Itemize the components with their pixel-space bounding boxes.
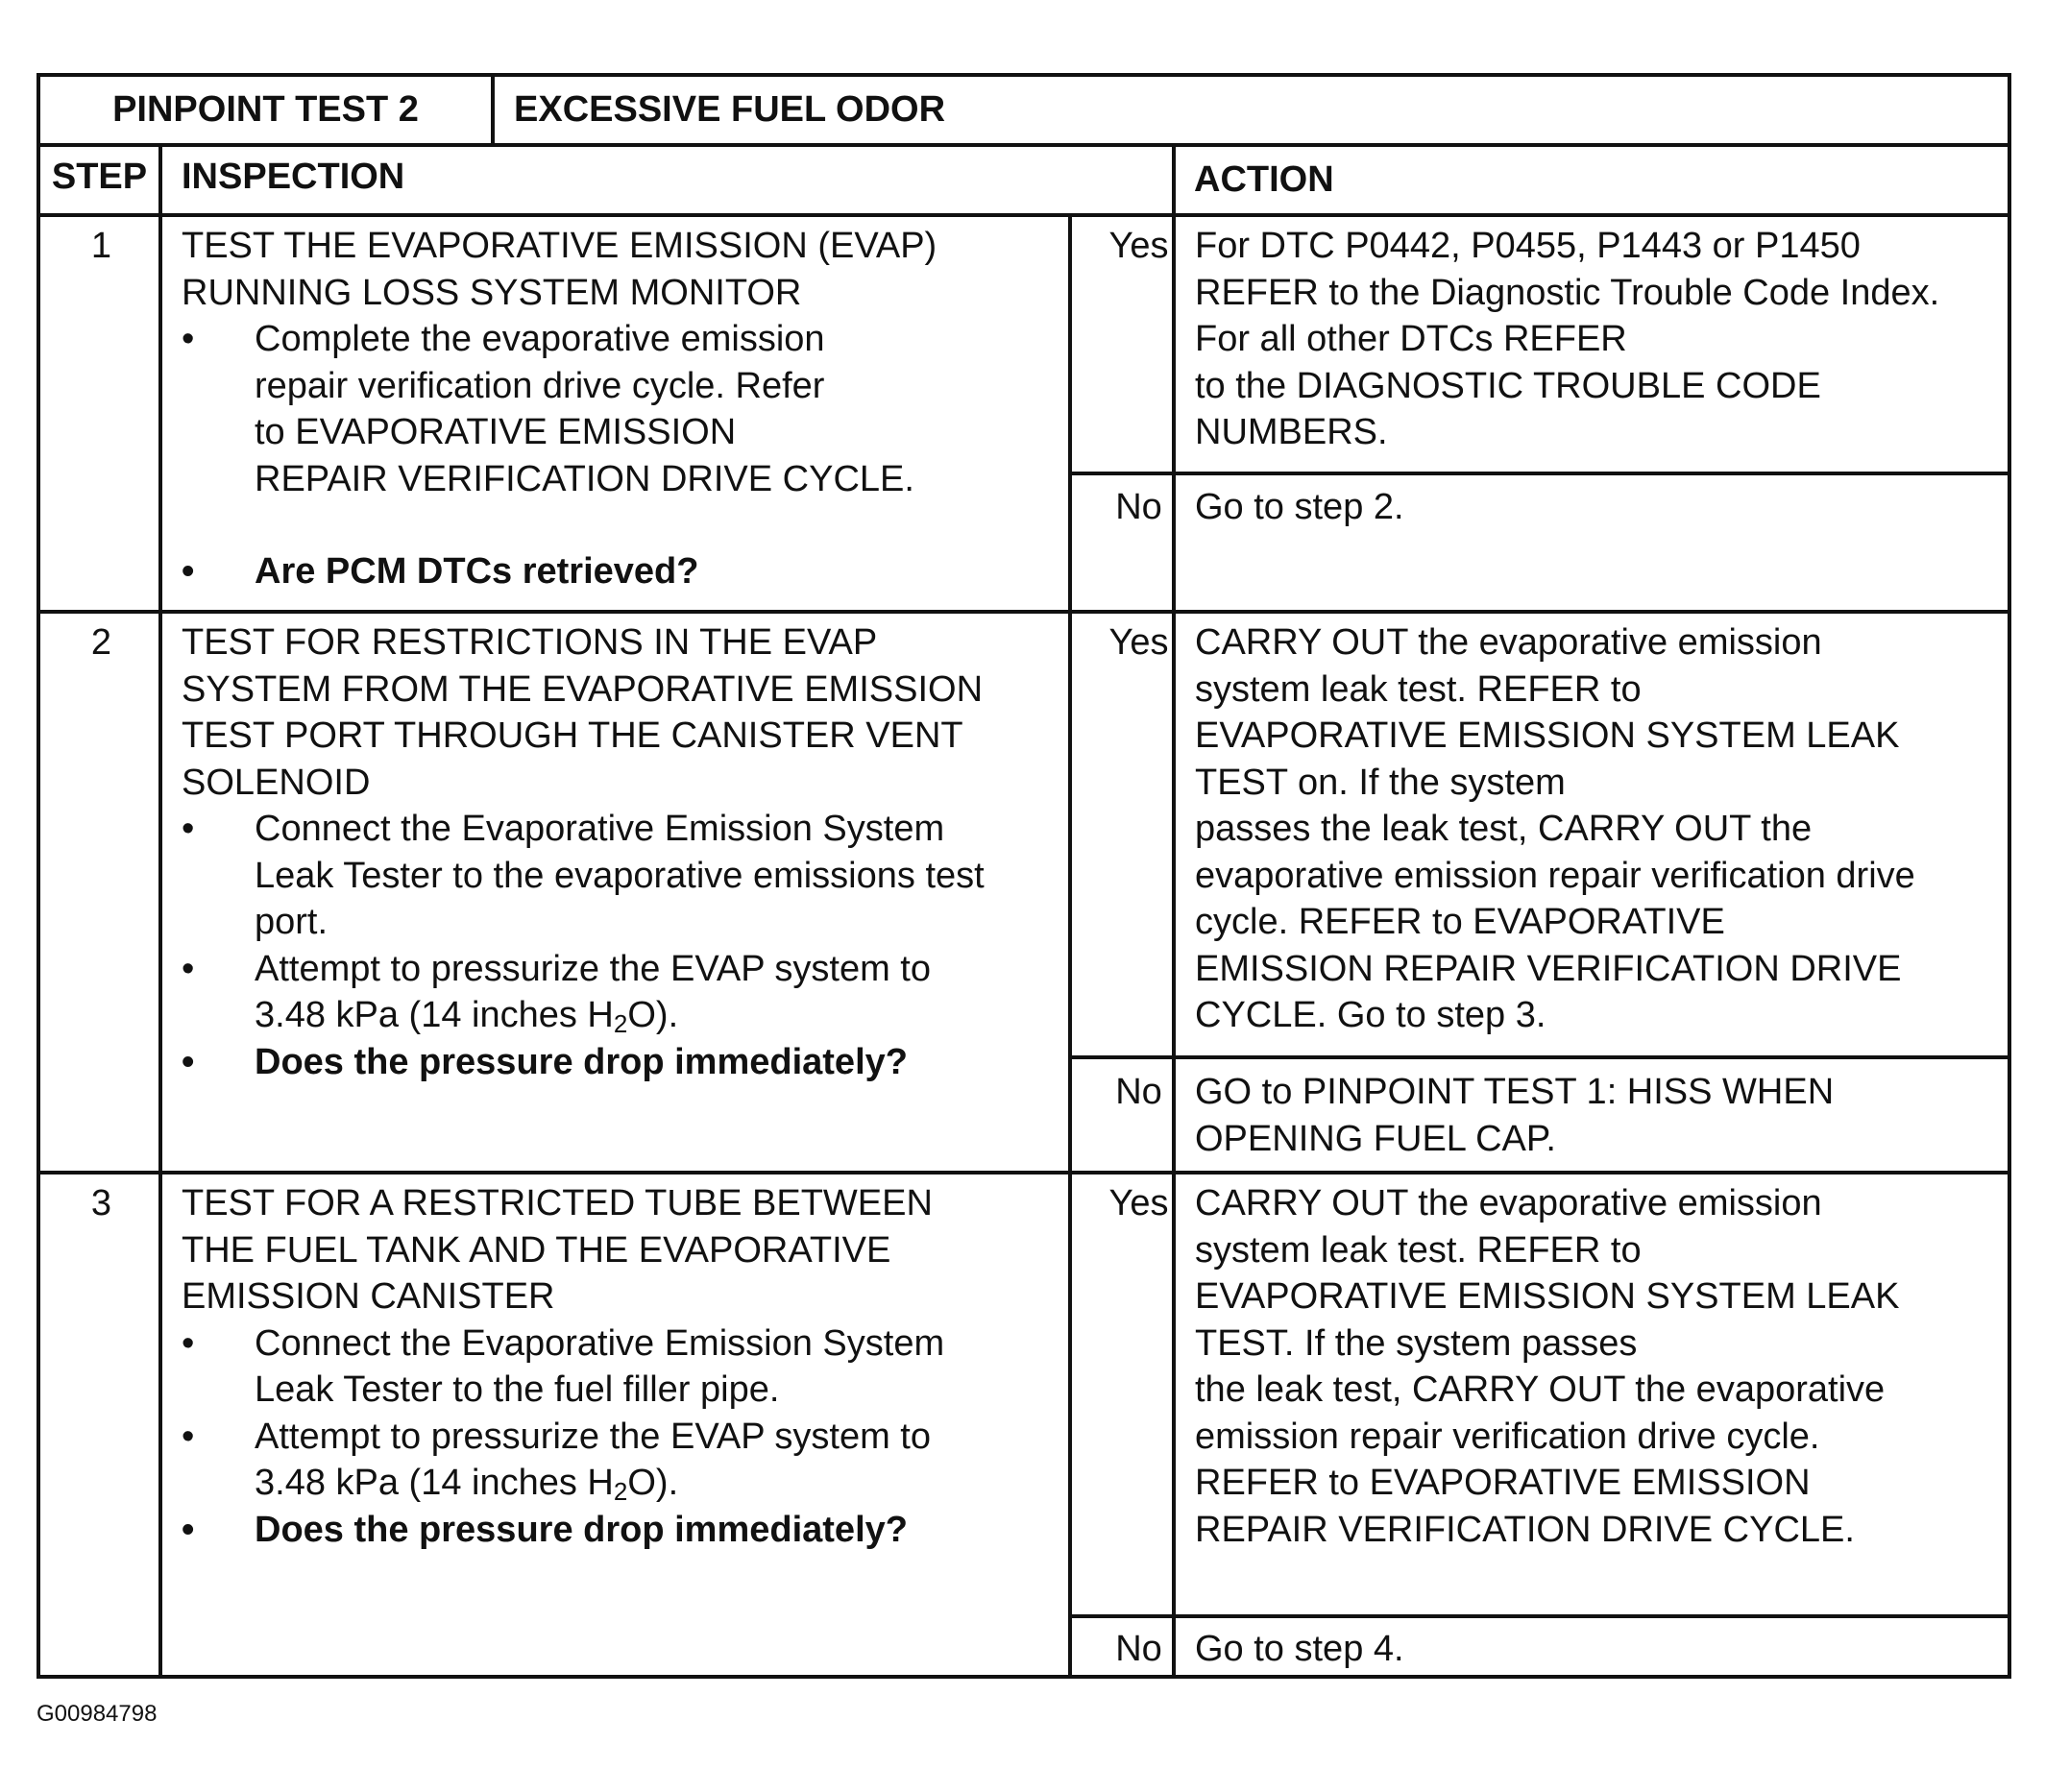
no-action (1195, 1069, 2002, 1162)
column-divider (1172, 147, 1176, 213)
yes-action (1195, 619, 2002, 1039)
inspection-title-line: TEST THE EVAPORATIVE EMISSION (EVAP) (182, 226, 937, 266)
bullet-line-formula (255, 992, 1084, 1039)
action-line: NUMBERS. (1195, 412, 1388, 452)
step-divider (158, 217, 162, 610)
column-header-step: STEP (40, 147, 162, 213)
yes-action (1195, 1180, 2002, 1553)
inspection-title-line: SYSTEM FROM THE EVAPORATIVE EMISSION (182, 668, 984, 710)
action-line: EVAPORATIVE EMISSION SYSTEM LEAK (1195, 715, 1900, 756)
no-label: No (1115, 1072, 1162, 1112)
question-text: • Does the pressure drop immediately? (255, 1041, 908, 1082)
bullet-line: to EVAPORATIVE EMISSION (255, 412, 737, 452)
action-line: CARRY OUT the evaporative emission (1195, 1183, 1822, 1223)
inspection-title-line: SOLENOID (182, 762, 371, 803)
formula-text: O). (627, 1463, 679, 1503)
bullet-line: port. (255, 902, 329, 942)
no-label: No (1115, 487, 1162, 527)
test-label: PINPOINT TEST 2 (40, 77, 495, 143)
answer-divider (1172, 217, 1176, 610)
yes-action (1195, 223, 2002, 456)
step-divider (158, 614, 162, 1171)
formula-text: 3.48 kPa (14 inches H (255, 1463, 614, 1503)
action-line: CARRY OUT the evaporative emission (1195, 622, 1822, 663)
action-line: TEST on. If the system (1195, 762, 1566, 803)
action-line: TEST. If the system passes (1195, 1322, 1638, 1364)
answer-divider (1172, 614, 1176, 1171)
action-line: cycle. REFER to EVAPORATIVE (1195, 902, 1725, 942)
no-action (1195, 484, 2002, 531)
inspection-bullet (182, 316, 1084, 502)
inspection-title-line: THE FUEL TANK AND THE EVAPORATIVE (182, 1229, 891, 1271)
inspection-text (182, 1180, 1084, 1553)
column-headers (40, 147, 2008, 217)
bullet-line: • Connect the Evaporative Emission System (255, 809, 945, 849)
question-text: • Are PCM DTCs retrieved? (255, 551, 699, 592)
inspection-title-line: RUNNING LOSS SYSTEM MONITOR (182, 272, 802, 313)
inspection-text (182, 619, 1084, 1085)
action-line: system leak test. REFER to (1195, 668, 1642, 710)
bullet-line: • Connect the Evaporative Emission System (255, 1322, 945, 1364)
yes-label: Yes (1108, 1183, 1169, 1223)
step-number: 2 (90, 622, 112, 663)
action-line: emission repair verification drive cycle. (1195, 1416, 1820, 1457)
inspection-title-line: EMISSION CANISTER (182, 1276, 555, 1317)
column-header-action: ACTION (1194, 159, 1334, 200)
action-line: to the DIAGNOSTIC TROUBLE CODE (1195, 365, 1821, 406)
column-header-inspection: INSPECTION (182, 157, 405, 197)
step-number: 1 (90, 226, 112, 266)
action-line: evaporative emission repair verification drive (1195, 855, 1915, 896)
pinpoint-test-table (37, 73, 2011, 1679)
bullet-line-formula (255, 1460, 1084, 1507)
bullet-line: repair verification drive cycle. Refer (255, 365, 825, 406)
inspection-question (182, 548, 1084, 595)
action-line: EMISSION REPAIR VERIFICATION DRIVE (1195, 948, 1902, 989)
bullet-line: • Complete the evaporative emission (255, 319, 825, 359)
bullet-line: REPAIR VERIFICATION DRIVE CYCLE. (255, 458, 914, 499)
step-number: 3 (90, 1183, 112, 1223)
formula-text: 3.48 kPa (14 inches H (255, 995, 614, 1035)
question-text: • Does the pressure drop immediately? (255, 1509, 908, 1550)
action-line: Go to step 2. (1195, 487, 1404, 527)
yes-no-divider (1068, 1055, 2008, 1059)
formula-subscript: 2 (613, 1009, 628, 1038)
action-line: OPENING FUEL CAP. (1195, 1118, 1556, 1159)
action-line: GO to PINPOINT TEST 1: HISS WHEN (1195, 1072, 1835, 1112)
bullet-line: • Attempt to pressurize the EVAP system to (255, 948, 932, 989)
action-line: EVAPORATIVE EMISSION SYSTEM LEAK (1195, 1276, 1900, 1317)
step-divider (158, 1174, 162, 1675)
action-line: Go to step 4. (1195, 1629, 1404, 1669)
yes-no-divider (1068, 1614, 2008, 1618)
yes-label: Yes (1108, 622, 1169, 663)
bullet-line: • Attempt to pressurize the EVAP system to (255, 1416, 932, 1457)
yes-no-divider (1068, 472, 2008, 475)
inspection-text (182, 223, 1084, 595)
answer-divider (1172, 1174, 1176, 1675)
action-line: REFER to EVAPORATIVE EMISSION (1195, 1463, 1811, 1503)
inspection-title-line: TEST FOR A RESTRICTED TUBE BETWEEN (182, 1183, 933, 1223)
inspection-bullet (182, 946, 1084, 1039)
no-action (1195, 1626, 2002, 1673)
action-line: passes the leak test, CARRY OUT the (1195, 809, 1813, 849)
inspection-bullet (182, 1320, 1084, 1414)
action-line: CYCLE. Go to step 3. (1195, 995, 1546, 1035)
bullet-line: Leak Tester to the evaporative emissions test (255, 855, 985, 896)
formula-text: O). (627, 995, 679, 1035)
action-line: For all other DTCs REFER (1195, 319, 1627, 359)
test-title: EXCESSIVE FUEL ODOR (514, 89, 946, 130)
inspection-bullet (182, 806, 1084, 946)
action-line: system leak test. REFER to (1195, 1229, 1642, 1271)
inspection-question (182, 1507, 1084, 1554)
table-header (40, 77, 2008, 147)
action-line: REPAIR VERIFICATION DRIVE CYCLE. (1195, 1509, 1855, 1550)
inspection-title-line: TEST PORT THROUGH THE CANISTER VENT (182, 715, 963, 756)
formula-subscript: 2 (613, 1477, 628, 1506)
bullet-line: Leak Tester to the fuel filler pipe. (255, 1369, 780, 1410)
no-label: No (1115, 1629, 1162, 1669)
step-row-2 (40, 614, 2008, 1174)
inspection-question (182, 1039, 1084, 1086)
action-line: the leak test, CARRY OUT the evaporative (1195, 1369, 1886, 1410)
inspection-title-line: TEST FOR RESTRICTIONS IN THE EVAP (182, 622, 878, 663)
figure-code: G00984798 (37, 1701, 158, 1727)
inspection-bullet (182, 1414, 1084, 1507)
yes-label: Yes (1108, 226, 1169, 266)
action-line: REFER to the Diagnostic Trouble Code Index. (1195, 272, 1940, 313)
step-row-1 (40, 217, 2008, 614)
action-line: For DTC P0442, P0455, P1443 or P1450 (1195, 226, 1861, 266)
step-row-3 (40, 1174, 2008, 1675)
